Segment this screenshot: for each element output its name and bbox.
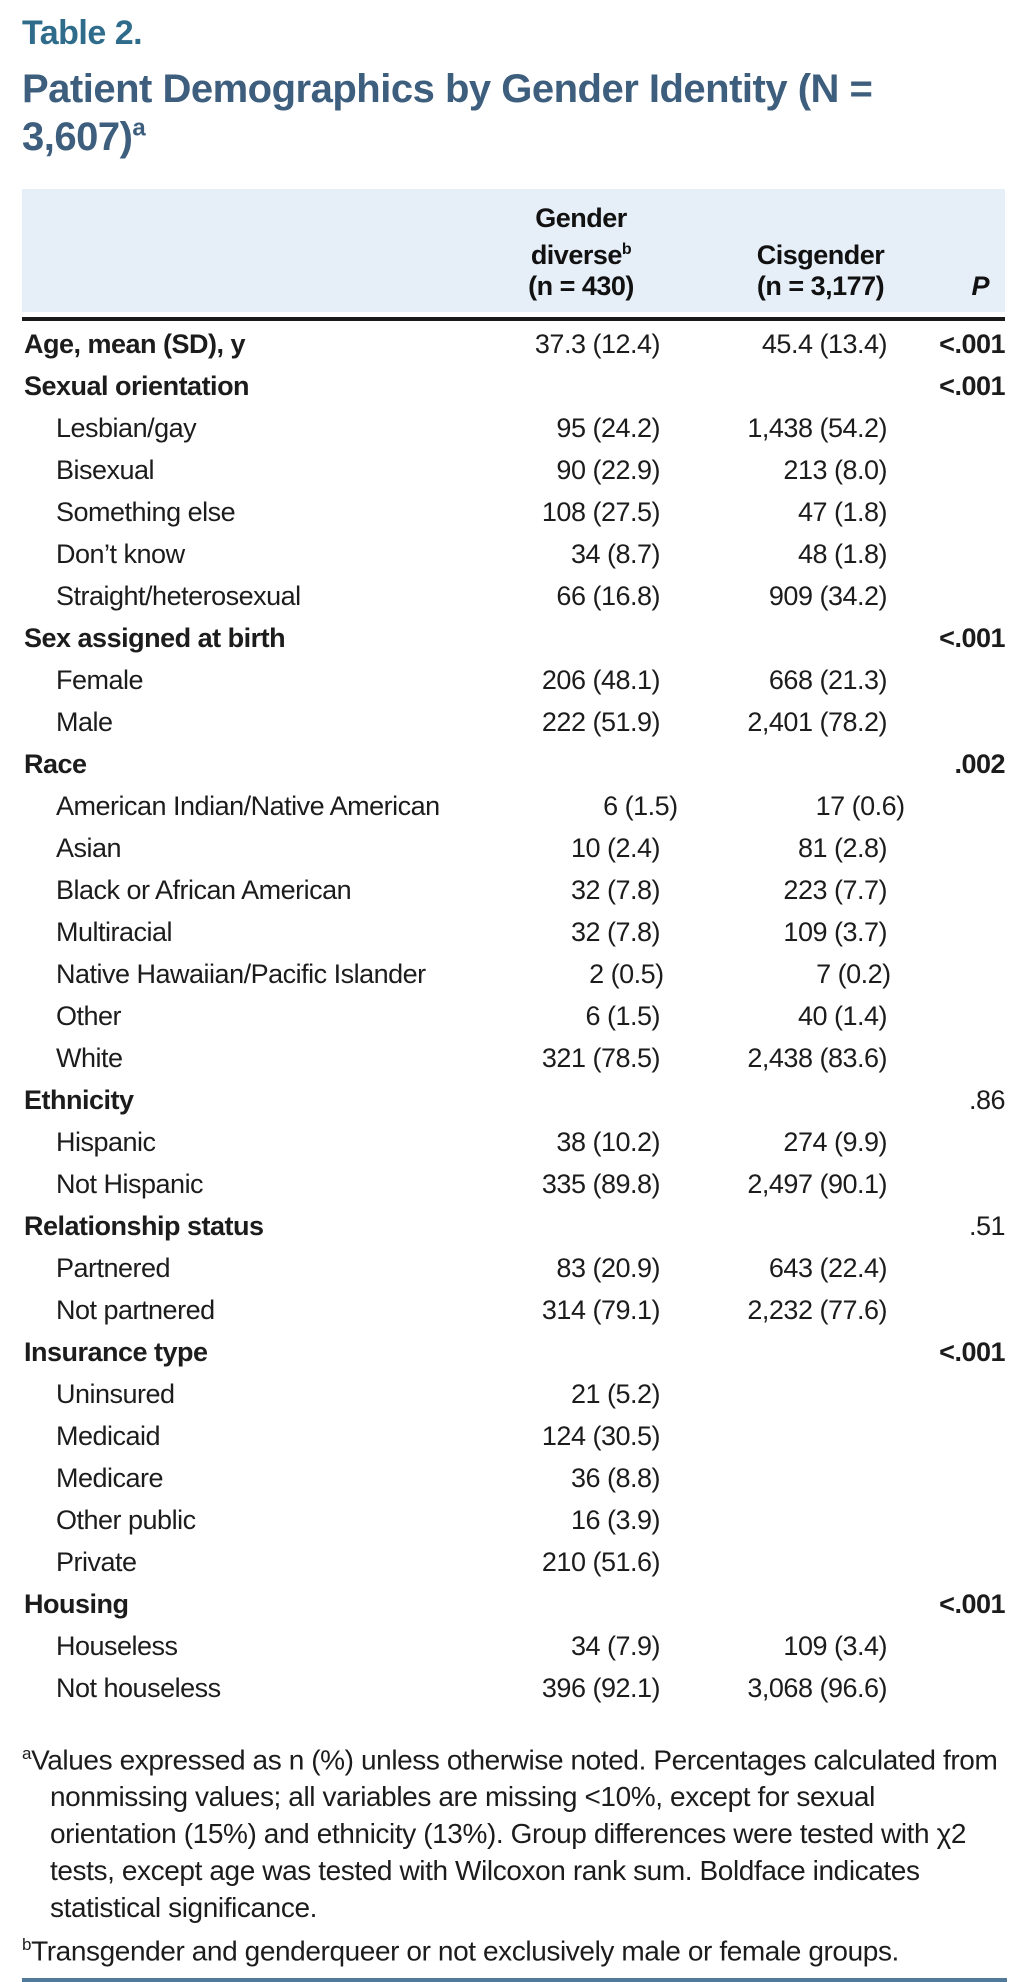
cisgender-value-cell: 17 (0.6) (815, 791, 905, 822)
gender-diverse-footnote-marker: b (621, 241, 632, 259)
table-row (22, 575, 1005, 617)
p-value-cell: .51 (968, 1211, 1005, 1242)
footnote-b: $^b$Transgender and genderqueer or not exclusively male or female groups. (22, 1935, 899, 1967)
cisgender-value-cell: 109 (3.4) (783, 1631, 887, 1662)
row-label: American Indian/Native American (56, 791, 440, 822)
gender-diverse-value-cell: 90 (22.9) (556, 455, 660, 486)
gender-diverse-value-cell: 95 (24.2) (556, 413, 660, 444)
row-label: Medicare (56, 1463, 164, 1494)
table-row (22, 1499, 1005, 1541)
row-label: Sex assigned at birth (24, 623, 286, 654)
table-row (22, 911, 1005, 953)
row-label: Something else (56, 497, 236, 528)
footnote-a-marker: a (22, 1744, 32, 1764)
header-rule (22, 317, 1005, 321)
gender-diverse-value-cell: 396 (92.1) (541, 1673, 660, 1704)
cisgender-value-cell: 909 (34.2) (768, 581, 887, 612)
gender-diverse-value-cell: 38 (10.2) (556, 1127, 660, 1158)
table-body (22, 323, 1005, 1709)
p-value-cell: .002 (954, 749, 1005, 780)
table-number-label: Table 2. (22, 14, 143, 52)
cisgender-value-cell: 81 (2.8) (797, 833, 887, 864)
gender-diverse-value-cell: 16 (3.9) (570, 1505, 660, 1536)
table-row (22, 491, 1005, 533)
gender-diverse-value-cell: 210 (51.6) (541, 1547, 660, 1578)
column-header-p-value: P (971, 271, 989, 302)
table-row (22, 1205, 1005, 1247)
gender-diverse-value-cell: 36 (8.8) (570, 1463, 660, 1494)
row-label: Black or African American (56, 875, 352, 906)
table-row (22, 617, 1005, 659)
gender-diverse-value-cell: 321 (78.5) (541, 1043, 660, 1074)
gender-diverse-value-cell: 83 (20.9) (556, 1253, 660, 1284)
page-title-footnote-marker: a (132, 114, 146, 142)
table-row (22, 1121, 1005, 1163)
cisgender-value-cell: 668 (21.3) (768, 665, 887, 696)
gender-diverse-value-cell: 37.3 (12.4) (534, 329, 660, 360)
row-label: Other (56, 1001, 122, 1032)
gender-diverse-value-cell: 108 (27.5) (541, 497, 660, 528)
table-row (22, 1247, 1005, 1289)
row-label: White (56, 1043, 123, 1074)
table-row (22, 1163, 1005, 1205)
table-header-row (22, 189, 1005, 312)
cisgender-value-cell: 3,068 (96.6) (747, 1673, 887, 1704)
row-label: Insurance type (24, 1337, 208, 1368)
page-title-text: Patient Demographics by Gender Identity (N = 3,607) (22, 67, 873, 160)
row-label: Houseless (56, 1631, 178, 1662)
table-row (22, 701, 1005, 743)
cisgender-value-cell: 2,232 (77.6) (747, 1295, 887, 1326)
gender-diverse-value-cell: 32 (7.8) (570, 917, 660, 948)
gender-diverse-value-cell: 206 (48.1) (541, 665, 660, 696)
table-row (22, 953, 1005, 995)
row-label: Hispanic (56, 1127, 156, 1158)
cisgender-value-cell: 274 (9.9) (783, 1127, 887, 1158)
gender-diverse-value-cell: 66 (16.8) (556, 581, 660, 612)
gender-diverse-value-cell: 124 (30.5) (541, 1421, 660, 1452)
row-label: Male (56, 707, 113, 738)
table-row (22, 1079, 1005, 1121)
gender-diverse-n: (n = 430) (528, 271, 634, 302)
table-row (22, 659, 1005, 701)
cisgender-value-cell: 109 (3.7) (783, 917, 887, 948)
page-title (22, 65, 1005, 161)
cisgender-value-cell: 47 (1.8) (797, 497, 887, 528)
row-label: Straight/heterosexual (56, 581, 301, 612)
p-value-cell: .86 (968, 1085, 1005, 1116)
cisgender-value-cell: 40 (1.4) (797, 1001, 887, 1032)
row-label: Native Hawaiian/Pacific Islander (56, 959, 426, 990)
row-label: Bisexual (56, 455, 155, 486)
row-label: Asian (56, 833, 122, 864)
row-label: Medicaid (56, 1421, 161, 1452)
row-label: Partnered (56, 1253, 171, 1284)
table-row (22, 1667, 1005, 1709)
gender-diverse-value-cell: 222 (51.9) (541, 707, 660, 738)
p-value-cell: <.001 (939, 623, 1005, 654)
row-label: Female (56, 665, 144, 696)
cisgender-value-cell: 643 (22.4) (768, 1253, 887, 1284)
cisgender-value-cell: 7 (0.2) (816, 959, 891, 990)
gender-diverse-value-cell: 6 (1.5) (585, 1001, 660, 1032)
row-label: Relationship status (24, 1211, 264, 1242)
footnote-a: $^a$Values expressed as n (%) unless otherwise noted. Percentages calculated from nonmissing values; all variables are missing <10%, except for sexual orientation (15%) and ethnicity (13%). Group differences were tested with χ2 tests, except age was tested with Wilcoxon rank sum. Boldface indicates statistical significance. (22, 1744, 998, 1924)
row-label: Don’t know (56, 539, 185, 570)
gender-diverse-value-cell: 10 (2.4) (570, 833, 660, 864)
gender-diverse-value-cell: 314 (79.1) (541, 1295, 660, 1326)
gender-diverse-value-cell: 2 (0.5) (589, 959, 664, 990)
row-label: Housing (24, 1589, 129, 1620)
cisgender-value-cell: 2,401 (78.2) (747, 707, 887, 738)
gender-diverse-value-cell: 335 (89.8) (541, 1169, 660, 1200)
gender-diverse-value-cell: 6 (1.5) (603, 791, 678, 822)
gender-diverse-value-cell: 34 (8.7) (570, 539, 660, 570)
bottom-rule (22, 1978, 1007, 1982)
table-row (22, 449, 1005, 491)
cisgender-n: (n = 3,177) (756, 271, 885, 302)
row-label: Age, mean (SD), y (24, 329, 246, 360)
table-row (22, 1541, 1005, 1583)
table-row (22, 995, 1005, 1037)
column-header-cisgender: Cisgender (n = 3,177) (756, 240, 885, 302)
table-row (22, 869, 1005, 911)
cisgender-value-cell: 2,438 (83.6) (747, 1043, 887, 1074)
table-row (22, 365, 1005, 407)
table-row (22, 1583, 1005, 1625)
row-label: Private (56, 1547, 137, 1578)
table-row (22, 1415, 1005, 1457)
table-row (22, 1289, 1005, 1331)
cisgender-value-cell: 1,438 (54.2) (747, 413, 887, 444)
table-row (22, 743, 1005, 785)
table-row (22, 785, 1005, 827)
cisgender-value-cell: 2,497 (90.1) (747, 1169, 887, 1200)
table-row (22, 827, 1005, 869)
row-label: Uninsured (56, 1379, 175, 1410)
cisgender-value-cell: 213 (8.0) (783, 455, 887, 486)
row-label: Multiracial (56, 917, 173, 948)
footnotes (22, 1735, 1005, 1970)
row-label: Race (24, 749, 87, 780)
row-label: Sexual orientation (24, 371, 250, 402)
cisgender-value-cell: 48 (1.8) (797, 539, 887, 570)
cisgender-value-cell: 223 (7.7) (783, 875, 887, 906)
row-label: Other public (56, 1505, 196, 1536)
p-value-cell: <.001 (939, 371, 1005, 402)
column-header-gender-diverse: Gender diverse$^b$ (n = 430) (528, 203, 634, 302)
table-row (22, 1331, 1005, 1373)
table-row (22, 533, 1005, 575)
row-label: Not partnered (56, 1295, 215, 1326)
table-row (22, 407, 1005, 449)
table-row (22, 1457, 1005, 1499)
table-row (22, 1625, 1005, 1667)
row-label: Ethnicity (24, 1085, 134, 1116)
table-row (22, 1373, 1005, 1415)
row-label: Not Hispanic (56, 1169, 204, 1200)
table-row (22, 323, 1005, 365)
p-value-cell: <.001 (939, 329, 1005, 360)
p-value-cell: <.001 (939, 1337, 1005, 1368)
footnote-b-marker: b (22, 1935, 32, 1955)
cisgender-value-cell: 45.4 (13.4) (761, 329, 887, 360)
p-value-cell: <.001 (939, 1589, 1005, 1620)
gender-diverse-value-cell: 32 (7.8) (570, 875, 660, 906)
row-label: Lesbian/gay (56, 413, 197, 444)
table-row (22, 1037, 1005, 1079)
gender-diverse-value-cell: 34 (7.9) (570, 1631, 660, 1662)
gender-diverse-value-cell: 21 (5.2) (570, 1379, 660, 1410)
row-label: Not houseless (56, 1673, 221, 1704)
